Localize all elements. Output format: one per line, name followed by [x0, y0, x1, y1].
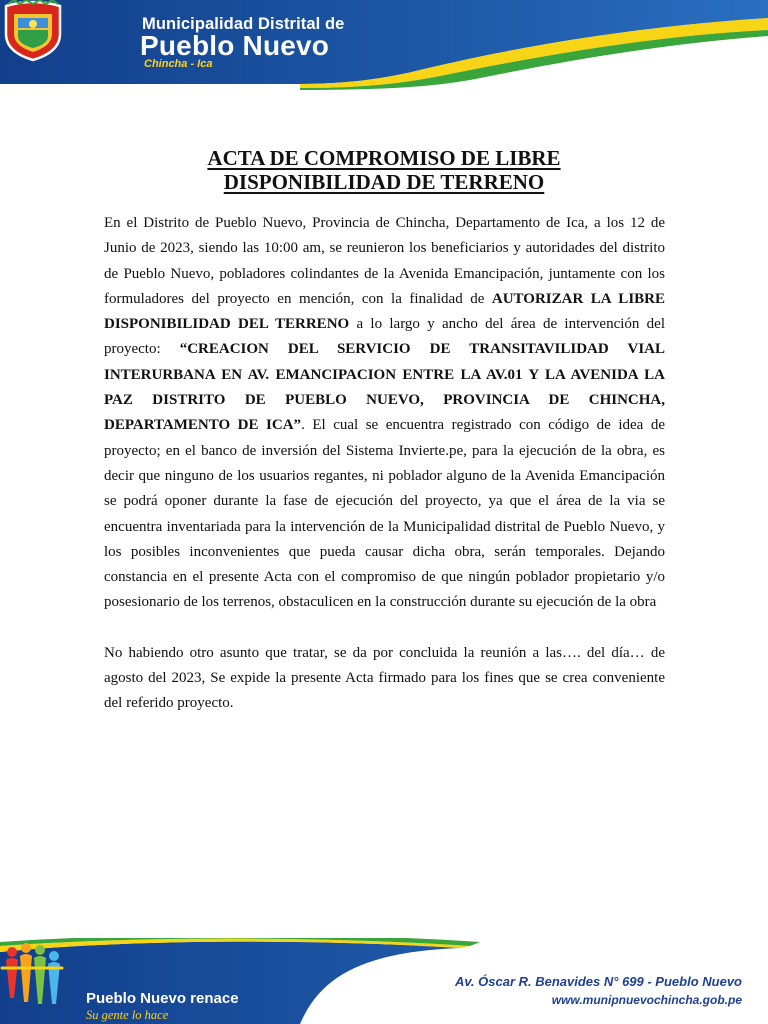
title-line-2: DISPONIBILIDAD DE TERRENO	[223, 170, 545, 194]
title-line-1: ACTA DE COMPROMISO DE LIBRE	[207, 146, 561, 170]
province-label: Chincha - Ica	[144, 58, 213, 70]
letterhead-header	[0, 0, 768, 90]
header-banner-shape	[0, 0, 768, 90]
paragraph-1-authorize: AUTORIZAR LA LIBRE DISPONIBILIDAD DEL TERRENO	[104, 290, 665, 333]
footer-address: Av. Óscar R. Benavides N° 699 - Pueblo Nuevo	[455, 974, 742, 989]
paragraph-1-project-name: “CREACION DEL SERVICIO DE TRANSITAVILIDAD VIAL INTERURBANA EN AV. EMANCIPACION ENTRE LA AV.01 Y LA AVENIDA LA PAZ DISTRITO DE PUEBLO NUEVO, PROVINCIA DE CHINCHA, DEPARTAMENTO DE ICA”	[104, 341, 665, 434]
document-body	[104, 211, 665, 717]
document-title	[0, 146, 768, 194]
municipal-crest-icon	[0, 0, 66, 62]
letterhead-footer	[0, 938, 768, 1024]
body-paragraph-1	[104, 211, 665, 616]
paragraph-1-scope: a lo largo y ancho del área de intervención del proyecto:	[104, 316, 666, 358]
municipality-name: Municipalidad Distrital de	[142, 15, 345, 33]
footer-slogan-subtitle: Su gente lo hace	[86, 1008, 169, 1022]
paragraph-1-intro: En el Distrito de Pueblo Nuevo, Provincia de Chincha, Departamento de Ica, a los 12 de Junio de 2023, siendo las 10:00 am, se reunieron los beneficiarios y autoridades del distrito de Pueblo Nuevo, pobladores colindantes de la Avenida Emancipación, juntamente con los formuladores del proyecto en mención, con la finalidad de	[104, 215, 665, 307]
people-logo-icon	[0, 938, 64, 1014]
footer-website: www.munipnuevochincha.gob.pe	[551, 993, 742, 1007]
town-name: Pueblo Nuevo	[140, 30, 330, 61]
paragraph-1-details: . El cual se encuentra registrado con código de idea de proyecto; en el banco de inversión del Sistema Invierte.pe, para la ejecución de la obra, es decir que ninguno de los usuarios regantes, ni poblador alguno de la Avenida Emancipación se podrá oponer durante la fase de ejecución del proyecto, ya que el área de la via se encuentra inventariada para la intervención de la Municipalidad distrital de Pueblo Nuevo, y los posibles inconvenientes que pueda causar dicha obra, serán temporales. Dejando constancia en el presente Acta con el compromiso de que ningún poblador propietario y/o posesionario de los terrenos, obstaculicen en la construcción durante su ejecución de la obra	[104, 417, 665, 611]
body-paragraph-2: No habiendo otro asunto que tratar, se da por concluida la reunión a las…. del día… de agosto del 2023, Se expide la presente Acta firmado para los fines que se crea conveniente del referido proyecto.	[104, 644, 665, 712]
footer-slogan: Pueblo Nuevo renace	[86, 990, 239, 1007]
